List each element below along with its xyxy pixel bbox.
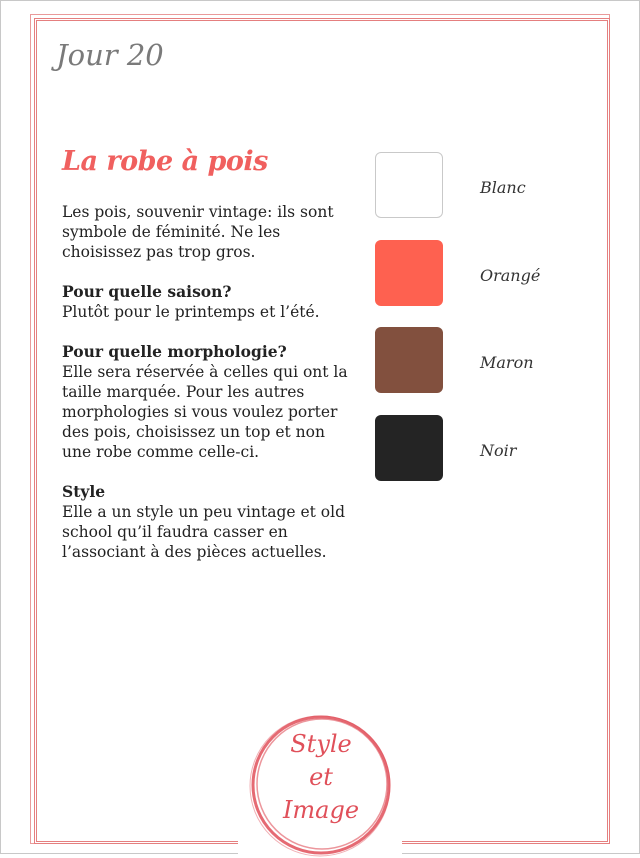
dress-title: La robe à pois	[62, 146, 268, 177]
section-heading: Style	[62, 482, 106, 501]
day-title: Jour 20	[56, 38, 164, 72]
swatch-brown	[375, 327, 443, 393]
swatch-white	[375, 152, 443, 218]
section-heading: Pour quelle saison?	[62, 282, 232, 301]
brand-logo-text	[248, 728, 394, 827]
swatch-label-black: Noir	[480, 441, 517, 460]
swatch-black	[375, 415, 443, 481]
logo-line: Image	[282, 796, 360, 824]
section-body: Elle a un style un peu vintage et old school qu’il faudra casser en l’associant à des pièces actuelles.	[62, 503, 346, 561]
swatch-label-white: Blanc	[480, 178, 526, 197]
section-season	[62, 282, 352, 322]
section-style	[62, 482, 352, 562]
swatch-orange	[375, 240, 443, 306]
swatch-label-orange: Orangé	[480, 266, 541, 285]
section-morphology	[62, 342, 352, 462]
intro-paragraph: Les pois, souvenir vintage: ils sont symbole de féminité. Ne les choisissez pas trop gros.	[62, 203, 334, 261]
logo-line: Style	[290, 730, 352, 758]
section-heading: Pour quelle morphologie?	[62, 342, 287, 361]
section-body: Elle sera réservée à celles qui ont la taille marquée. Pour les autres morphologies si vous voulez porter des pois, choisissez un top et non une robe comme celle-ci.	[62, 363, 348, 461]
swatch-label-brown: Maron	[480, 353, 534, 372]
logo-line: et	[309, 763, 333, 791]
article-content	[62, 202, 352, 582]
section-body: Plutôt pour le printemps et l’été.	[62, 303, 320, 321]
